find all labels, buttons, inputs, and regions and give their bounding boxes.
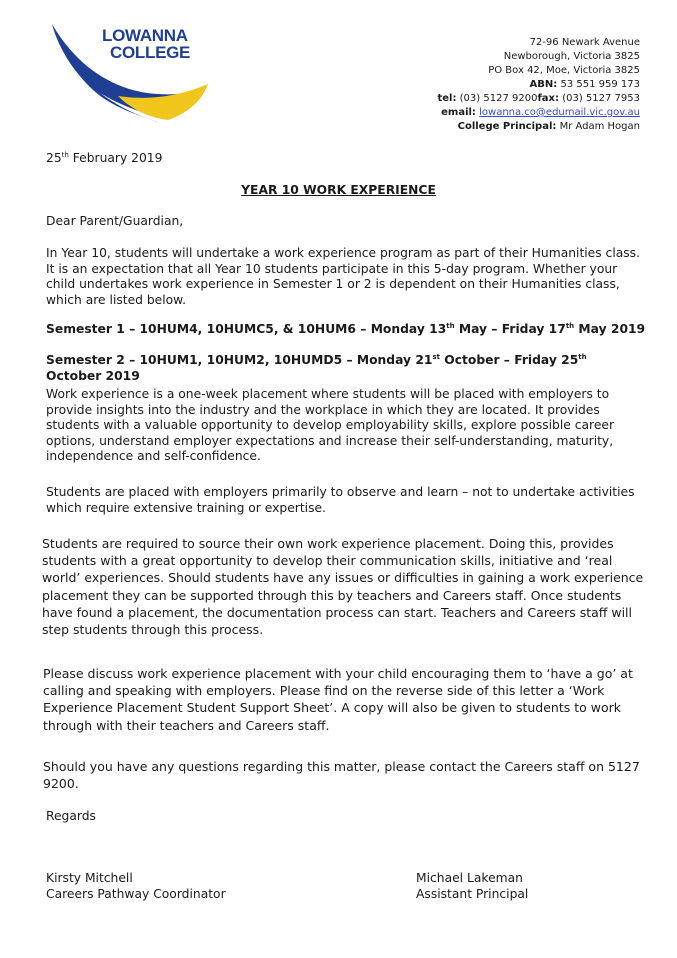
address-phone bbox=[380, 92, 640, 106]
address-abn bbox=[380, 78, 640, 92]
principal-name: Mr Adam Hogan bbox=[559, 121, 640, 132]
signatory-assistant-principal bbox=[416, 871, 656, 902]
signatory-careers-coordinator bbox=[46, 871, 306, 902]
signatory-name: Kirsty Mitchell bbox=[46, 871, 133, 885]
fax-value: (03) 5127 7953 bbox=[562, 93, 640, 104]
address-street: 72-96 Newark Avenue bbox=[529, 37, 640, 48]
logo-text-line2: COLLEGE bbox=[110, 43, 191, 62]
letter-title: YEAR 10 WORK EXPERIENCE bbox=[241, 183, 436, 197]
email-label: email: bbox=[441, 107, 476, 118]
signatory-role: Assistant Principal bbox=[416, 886, 529, 901]
abn-label: ABN: bbox=[529, 79, 558, 90]
tel-value: (03) 5127 9200 bbox=[459, 93, 538, 104]
school-address-block bbox=[380, 36, 640, 134]
address-email bbox=[380, 106, 640, 120]
sem1-sup1: th bbox=[446, 321, 455, 330]
sem1-sup2: th bbox=[565, 321, 575, 330]
date-day: 25 bbox=[46, 151, 62, 165]
sem2-sup2: th bbox=[578, 352, 587, 361]
sem2-prefix: Semester 2 – 10HUM1, 10HUM2, 10HUMD5 – Monday 21 bbox=[46, 353, 433, 367]
date-month-year: February 2019 bbox=[72, 151, 163, 165]
letter-greeting: Dear Parent/Guardian, bbox=[46, 214, 184, 228]
college-logo bbox=[50, 22, 210, 132]
paragraph-placement-description: Work experience is a one-week placement where students will be placed with employers to provide insights into the industry and the workplace in which they are located. It provides students with a valuable opportunity to develop employability skills, explore possible career options, understand employer expectations and increase their self-understanding, maturity, independence and self-confidence. bbox=[46, 387, 615, 463]
semester-1-dates bbox=[46, 322, 646, 338]
paragraph-source-placement: Students are required to source their own work experience placement. Doing this, provides students with a great opportunity to develop their communication skills, initiative and ‘real world’ experiences. Should students have any issues or difficulties in gaining a work experience placement they can be supported through this by teachers and Careers staff. Once students have found a placement, the documentation process can start. Teachers and Careers staff will step students through this process. bbox=[42, 536, 644, 638]
sem1-prefix: Semester 1 – 10HUM4, 10HUMC5, & 10HUM6 – Monday 13 bbox=[46, 322, 447, 336]
date-suffix: th bbox=[61, 150, 69, 159]
letter-closing: Regards bbox=[46, 809, 96, 823]
address-suburb: Newborough, Victoria 3825 bbox=[503, 51, 640, 62]
sem1-end: May 2019 bbox=[574, 322, 646, 336]
signatory-name: Michael Lakeman bbox=[416, 871, 523, 885]
signatory-role: Careers Pathway Coordinator bbox=[46, 886, 226, 901]
letter-date bbox=[46, 151, 646, 167]
paragraph-observe-learn: Students are placed with employers primarily to observe and learn – not to undertake activities which require extensive training or expertise. bbox=[46, 485, 635, 515]
principal-label: College Principal: bbox=[457, 121, 557, 132]
tel-label: tel: bbox=[437, 93, 457, 104]
address-principal bbox=[380, 120, 640, 134]
logo-text-line1: LOWANNA bbox=[102, 26, 188, 45]
fax-label: fax: bbox=[537, 93, 560, 104]
address-pobox: PO Box 42, Moe, Victoria 3825 bbox=[488, 65, 640, 76]
paragraph-discuss: Please discuss work experience placement with your child encouraging them to ‘have a go’ at calling and speaking with employers. Please find on the reverse side of this letter a ‘Work Experience Placement Student Support Sheet’. A copy will also be given to students to work through with their teachers and Careers staff. bbox=[43, 666, 633, 733]
paragraph-intro: In Year 10, students will undertake a work experience program as part of their Humanities class. It is an expectation that all Year 10 students participate in this 5-day program. Whether your child undertakes work experience in Semester 1 or 2 is dependent on their Humanities class, which are listed below. bbox=[46, 246, 640, 307]
sem2-sup1: st bbox=[432, 352, 440, 361]
sem2-mid: October – Friday 25 bbox=[439, 353, 579, 367]
sem2-end: October 2019 bbox=[46, 368, 140, 383]
email-link[interactable]: lowanna.co@edumail.vic.gov.au bbox=[479, 107, 640, 118]
abn-value: 53 551 959 173 bbox=[560, 79, 640, 90]
paragraph-contact: Should you have any questions regarding this matter, please contact the Careers staff on 5127 9200. bbox=[43, 759, 640, 792]
sem1-mid: May – Friday 17 bbox=[454, 322, 566, 336]
semester-2-dates bbox=[46, 353, 646, 384]
